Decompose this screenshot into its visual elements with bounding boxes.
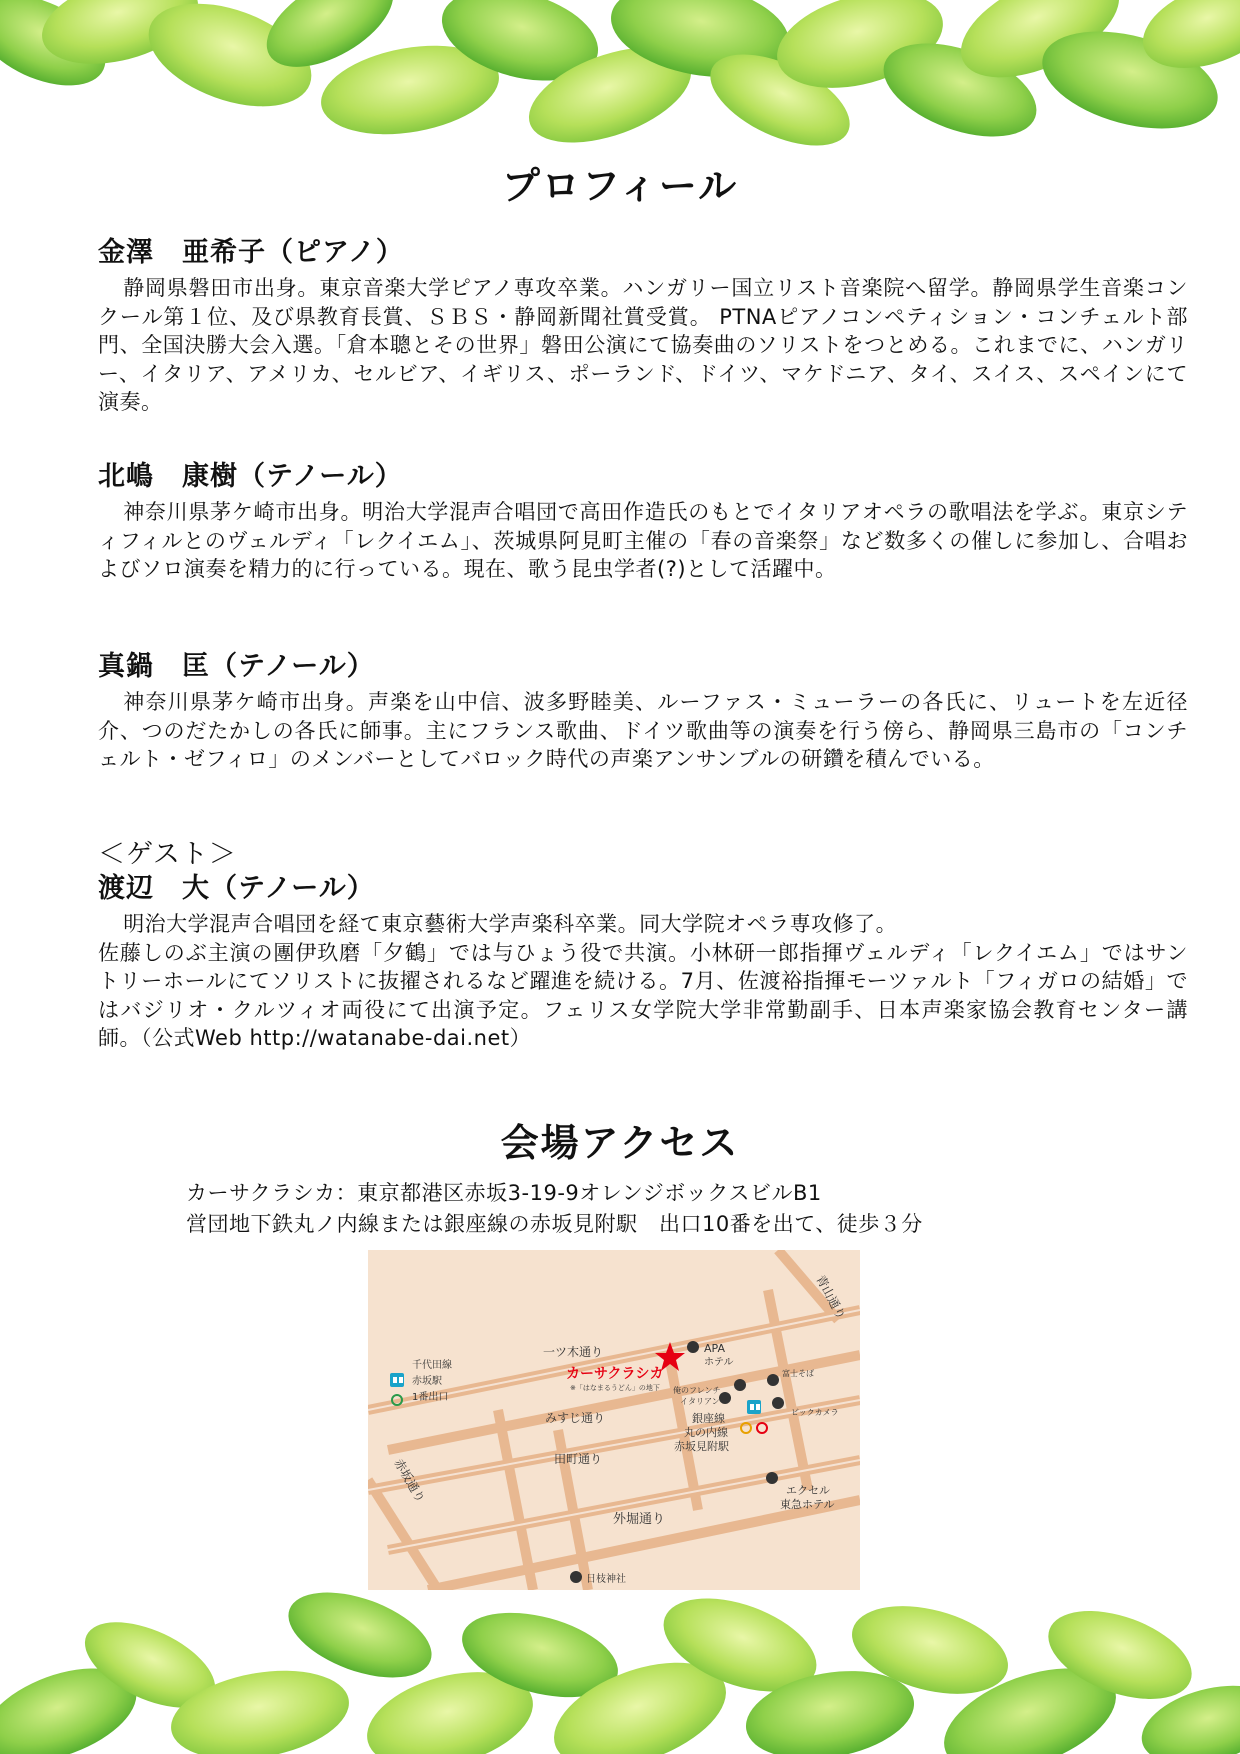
profile-title: プロフィール: [501, 164, 739, 208]
fujisoba-icon: [767, 1374, 779, 1386]
access-info: [186, 1178, 1086, 1240]
guest-label: ＜ゲスト＞: [98, 839, 237, 870]
map-label-hie: 日枝神社: [586, 1574, 626, 1585]
map-label-excel-1: エクセル: [786, 1484, 830, 1497]
person-name: 真鍋 匡（テノール）: [98, 651, 375, 682]
map-label-apa-2: ホテル: [704, 1357, 734, 1368]
profile-kitajima: [98, 460, 1188, 584]
map-label-apa-1: APA: [704, 1342, 725, 1355]
leaf-cluster-bottom: [0, 1576, 1240, 1754]
bic-camera-icon: [772, 1397, 784, 1409]
map-label-venue: カーサクラシカ: [566, 1366, 664, 1382]
map-label-french-2: イタリアン: [680, 1397, 720, 1406]
apa-hotel-icon: [687, 1341, 699, 1353]
person-name: 渡辺 大（テノール）: [98, 873, 375, 904]
map-label-tamachi: 田町通り: [554, 1452, 603, 1466]
venue-directions: 営団地下鉄丸ノ内線または銀座線の赤坂見附駅 出口10番を出て、徒歩３分: [186, 1212, 923, 1236]
map-label-hitotsugi: 一ツ木通り: [543, 1345, 604, 1359]
map-label-sotobori: 外堀通り: [613, 1512, 666, 1527]
profile-guest-watanabe: [98, 838, 1188, 1053]
excel-hotel-icon: [766, 1472, 778, 1484]
person-bio: 神奈川県茅ケ崎市出身。声楽を山中信、波多野睦美、ルーファス・ミューラーの各氏に、リュートを左近径介、つのだたかしの各氏に師事。主にフランス歌曲、ドイツ歌曲等の演奏を行う傍ら、静岡県三島市の「コンチェルト・ゼフィロ」のメンバーとしてバロック時代の声楽アンサンブルの研鑽を積んでいる。: [98, 690, 1188, 771]
map-label-french-1: 俺のフレンチ: [673, 1386, 721, 1395]
person-name: 北嶋 康樹（テノール）: [98, 461, 403, 492]
map-label-chiyoda-3: 1番出口: [412, 1392, 449, 1403]
map-label-akasaka: 赤坂通り: [391, 1456, 428, 1506]
map-label-excel-2: 東急ホテル: [780, 1498, 835, 1511]
french-restaurant-icon: [734, 1379, 746, 1391]
map-label-misuji: みすじ通り: [545, 1411, 606, 1425]
map-label-bic: ビックカメラ: [791, 1408, 839, 1417]
venue-map: [368, 1250, 860, 1590]
map-label-chiyoda-1: 千代田線: [412, 1360, 452, 1371]
person-bio: 佐藤しのぶ主演の團伊玖磨「夕鶴」では与ひょう役で共演。小林研一郎指揮ヴェルディ「レクイエム」ではサントリーホールにてソリストに抜擢されるなど躍進を続ける。7月、佐渡裕指揮モーツァルト「フィガロの結婚」ではバジリオ・クルツィオ両役にて出演予定。フェリス女学院大学非常勤副手、日本声楽家協会教育センター講師。（公式Web http://watanabe-dai.net）: [98, 940, 1188, 1050]
person-bio-line1: 明治大学混声合唱団を経て東京藝術大学声楽科卒業。同大学院オペラ専攻修了。: [123, 912, 898, 936]
venue-address: カーサクラシカ：東京都港区赤坂3-19-9オレンジボックスビルB1: [186, 1181, 822, 1205]
person-bio: 神奈川県茅ケ崎市出身。明治大学混声合唱団で高田作造氏のもとでイタリアオペラの歌唱法を学ぶ。東京シティフィルとのヴェルディ「レクイエム」、茨城県阿見町主催の「春の音楽祭」など数多くの催しに参加し、合唱およびソロ演奏を精力的に行っている。現在、歌う昆虫学者(?)として活躍中。: [98, 500, 1188, 581]
profile-kanazawa: [98, 236, 1188, 417]
top-leaf-decoration: [0, 0, 1240, 175]
map-label-ginza-2: 丸の内線: [684, 1426, 728, 1439]
person-name: 金澤 亜希子（ピアノ）: [98, 237, 404, 268]
map-label-venue-note: ※「はなまるうどん」の地下: [570, 1384, 660, 1392]
access-title: 会場アクセス: [500, 1121, 740, 1165]
map-label-ginza-3: 赤坂見附駅: [674, 1440, 729, 1453]
map-label-aoyama: 青山通り: [813, 1272, 849, 1322]
map-label-chiyoda-2: 赤坂駅: [412, 1376, 442, 1387]
map-label-fujisoba: 富士そば: [782, 1369, 814, 1378]
bottom-leaf-decoration: [0, 1575, 1240, 1754]
profile-manabe: [98, 650, 1188, 774]
map-label-ginza-1: 銀座線: [692, 1412, 725, 1425]
person-bio: 静岡県磐田市出身。東京音楽大学ピアノ専攻卒業。ハンガリー国立リスト音楽院へ留学。静岡県学生音楽コンクール第１位、及び県教育長賞、ＳＢＳ・静岡新聞社賞受賞。 PTNAピアノコンペティション・コンチェルト部門、全国決勝大会入選。「倉本聰とその世界」磐田公演にて協奏曲のソリストをつとめる。これまでに、ハンガリー、イタリア、アメリカ、セルビア、イギリス、ポーランド、ドイツ、マケドニア、タイ、スイス、スペインにて演奏。: [98, 276, 1188, 414]
leaf-cluster-top: [0, 0, 1240, 164]
italian-restaurant-icon: [719, 1392, 731, 1404]
